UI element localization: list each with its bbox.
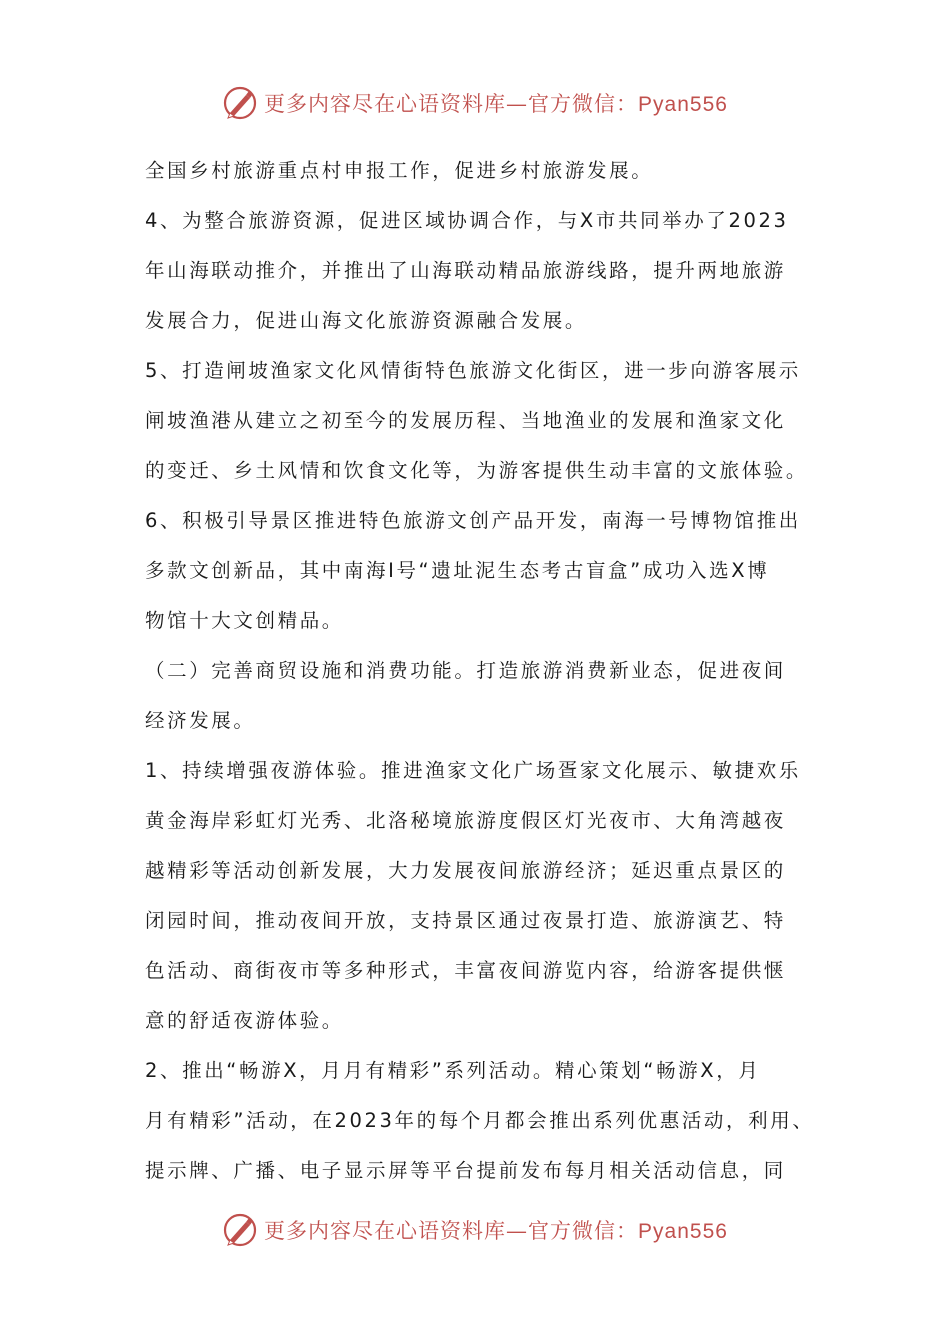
body-line: 全国乡村旅游重点村申报工作，促进乡村旅游发展。 [145,159,654,182]
footer-dash: — [506,1219,529,1243]
header-banner [0,83,950,123]
header-dash: — [506,92,529,116]
header-slogan: 更多内容尽在心语资料库 [264,92,507,116]
body-line: 1、持续增强夜游体验。推进渔家文化广场疍家文化展示、敏捷欢乐 [145,759,801,782]
body-line: 2、推出“畅游X，月月有精彩”系列活动。精心策划“畅游X，月 [145,1059,761,1082]
body-line: 5、打造闸坡渔家文化风情街特色旅游文化街区，进一步向游客展示 [145,359,801,382]
body-line: 的变迁、乡土风情和饮食文化等，为游客提供生动丰富的文旅体验。 [145,459,809,482]
body-line: 黄金海岸彩虹灯光秀、北洛秘境旅游度假区灯光夜市、大角湾越夜 [145,809,786,832]
document-body [145,146,815,1196]
body-line: 4、为整合旅游资源，促进区域协调合作，与X市共同举办了2023 [145,209,789,232]
header-wechat-id: Pyan556 [638,93,728,116]
pen-logo-icon [222,1212,258,1248]
body-line: 物馆十大文创精品。 [145,609,344,632]
footer-wechat-label: 官方微信： [528,1219,639,1243]
footer-wechat-id: Pyan556 [638,1220,728,1243]
body-line: 月有精彩”活动，在2023年的每个月都会推出系列优惠活动，利用、 [145,1109,815,1132]
body-line: 提示牌、广播、电子显示屏等平台提前发布每月相关活动信息，同 [145,1159,786,1182]
body-line: 越精彩等活动创新发展，大力发展夜间旅游经济；延迟重点景区的 [145,859,786,882]
body-line: 色活动、商街夜市等多种形式，丰富夜间游览内容，给游客提供惬 [145,959,786,982]
body-line: 6、积极引导景区推进特色旅游文创产品开发，南海一号博物馆推出 [145,509,801,532]
pen-logo-icon [222,85,258,121]
body-line: 多款文创新品，其中南海I号“遗址泥生态考古盲盒”成功入选X博 [145,559,770,582]
footer-slogan: 更多内容尽在心语资料库 [264,1219,507,1243]
footer-banner [0,1210,950,1250]
body-line: 意的舒适夜游体验。 [145,1009,344,1032]
body-line: 发展合力，促进山海文化旅游资源融合发展。 [145,309,588,332]
header-wechat-label: 官方微信： [528,92,639,116]
section-heading: （二）完善商贸设施和消费功能。打造旅游消费新业态，促进夜间 [145,659,786,682]
body-line: 经济发展。 [145,709,256,732]
body-line: 闸坡渔港从建立之初至今的发展历程、当地渔业的发展和渔家文化 [145,409,786,432]
body-line: 年山海联动推介，并推出了山海联动精品旅游线路，提升两地旅游 [145,259,786,282]
body-line: 闭园时间，推动夜间开放，支持景区通过夜景打造、旅游演艺、特 [145,909,786,932]
